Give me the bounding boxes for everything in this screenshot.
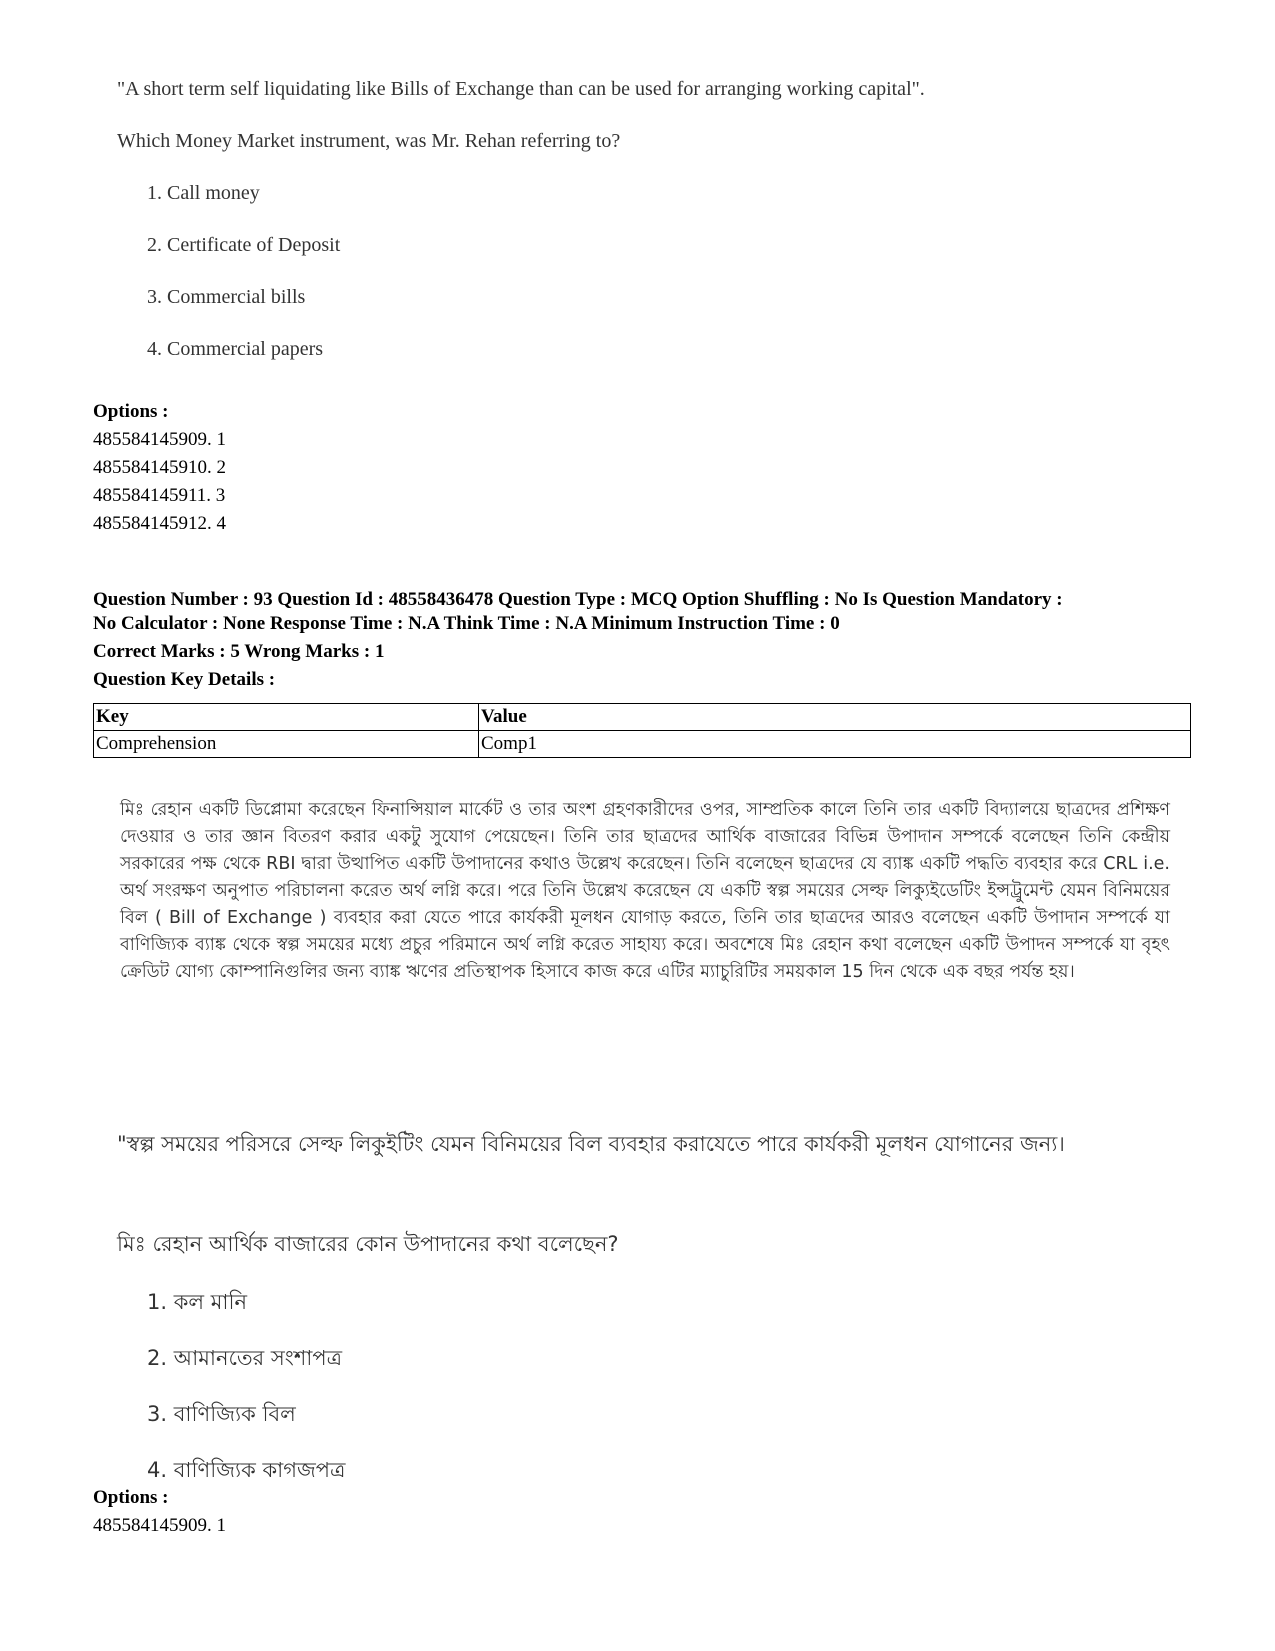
option-item: 485584145909. 1 [93, 1515, 226, 1536]
options-header-2: Options : [93, 1487, 169, 1508]
question-meta [93, 588, 1193, 692]
options-list-2 [93, 1484, 226, 1540]
table-row [94, 731, 1191, 758]
option-item: 485584145911. 3 [93, 485, 226, 506]
meta-line-2: No Calculator : None Response Time : N.A Think Time : N.A Minimum Instruction Time : 0 [93, 613, 840, 634]
choice-4: 4. Commercial papers [147, 338, 324, 360]
option-item: 485584145910. 2 [93, 457, 226, 478]
options-list [93, 398, 226, 538]
bengali-choice-2: 2. আমানতের সংশাপত্র [147, 1346, 343, 1370]
options-header: Options : [93, 401, 169, 422]
bengali-choice-4: 4. বাণিজ্যিক কাগজপত্র [147, 1458, 346, 1482]
choice-2: 2. Certificate of Deposit [147, 234, 341, 256]
bengali-question-text: মিঃ রেহান আর্থিক বাজারের কোন উপাদানের কথা বলেছেন? [117, 1232, 619, 1256]
table-header-row [94, 704, 1191, 731]
header-value: Value [479, 704, 1191, 731]
key-details-table [93, 703, 1191, 758]
option-item: 485584145909. 1 [93, 429, 226, 450]
bengali-choice-1: 1. কল মানি [147, 1290, 248, 1314]
question-quote: "A short term self liquidating like Bills of Exchange than can be used for arranging working capital". [117, 78, 925, 100]
marks-line: Correct Marks : 5 Wrong Marks : 1 [93, 641, 385, 662]
choice-1: 1. Call money [147, 182, 260, 204]
question-text: Which Money Market instrument, was Mr. Rehan referring to? [117, 130, 621, 152]
bengali-passage: মিঃ রেহান একটি ডিপ্লোমা করেছেন ফিনান্সিয়াল মার্কেট ও তার অংশ গ্রহণকারীদের ওপর, সাম্প্রতিক কালে তিনি তার একটি বিদ্যালয়ে ছাত্রদের প্রশিক্ষণ দেওয়ার ও তার জ্ঞান বিতরণ করার একটু সুযোগ পেয়েছেন। তিনি তার ছাত্রদের আর্থিক বাজারের বিভিন্ন উপাদান সম্পর্কে বলেছেন তিনি কেন্দ্রীয় সরকারের পক্ষ থেকে RBI দ্বারা উত্থাপিত একটি উপাদানের কথাও উল্লেখ করেছেন। তিনি বলেছেন ছাত্রদের যে ব্যাঙ্ক একটি পদ্ধতি ব্যবহার করে CRL i.e. অর্থ সংরক্ষণ অনুপাত পরিচালনা করেত অর্থ লগ্নি করে। পরে তিনি উল্লেখ করেছেন যে একটি স্বল্প সময়ের সেল্ফ লিক্যুইডেটিং ইন্সট্রুমেন্ট যেমন বিনিময়ের বিল ( Bill of Exchange ) ব্যবহার করা যেতে পারে কার্যকরী মূলধন যোগাড় করতে, তিনি তার ছাত্রদের আরও বলেছেন একটি উপাদান সম্পর্কে যা বাণিজ্যিক ব্যাঙ্ক থেকে স্বল্প সময়ের মধ্যে প্রচুর পরিমানে অর্থ লগ্নি করেত সাহায্য করে। অবশেষে মিঃ রেহান কথা বলেছেন একটি উপাদন সম্পর্কে যা বৃহৎ ক্রেডিট যোগ্য কোম্পানিগুলির জন্য ব্যাঙ্ক ঋণের প্রতিস্থাপক হিসাবে কাজ করে এটির ম্যাচুরিটির সময়কাল 15 দিন থেকে এক বছর পর্যন্ত হয়। [120, 800, 1170, 982]
option-item: 485584145912. 4 [93, 513, 226, 534]
bengali-question-quote: "স্বল্প সময়ের পরিসরে সেল্ফ লিকুইটিং যেমন বিনিময়ের বিল ব্যবহার করাযেতে পারে কার্যকরী মূলধন যোগানের জন্য। [117, 1132, 1065, 1156]
meta-line-1: Question Number : 93 Question Id : 48558436478 Question Type : MCQ Option Shuffling : No Is Question Mandatory : [93, 589, 1063, 610]
header-key: Key [94, 704, 479, 731]
cell-key: Comprehension [94, 731, 479, 758]
bengali-choice-3: 3. বাণিজ্যিক বিল [147, 1402, 296, 1426]
choice-3: 3. Commercial bills [147, 286, 306, 308]
cell-value: Comp1 [479, 731, 1191, 758]
key-details-heading: Question Key Details : [93, 669, 276, 690]
